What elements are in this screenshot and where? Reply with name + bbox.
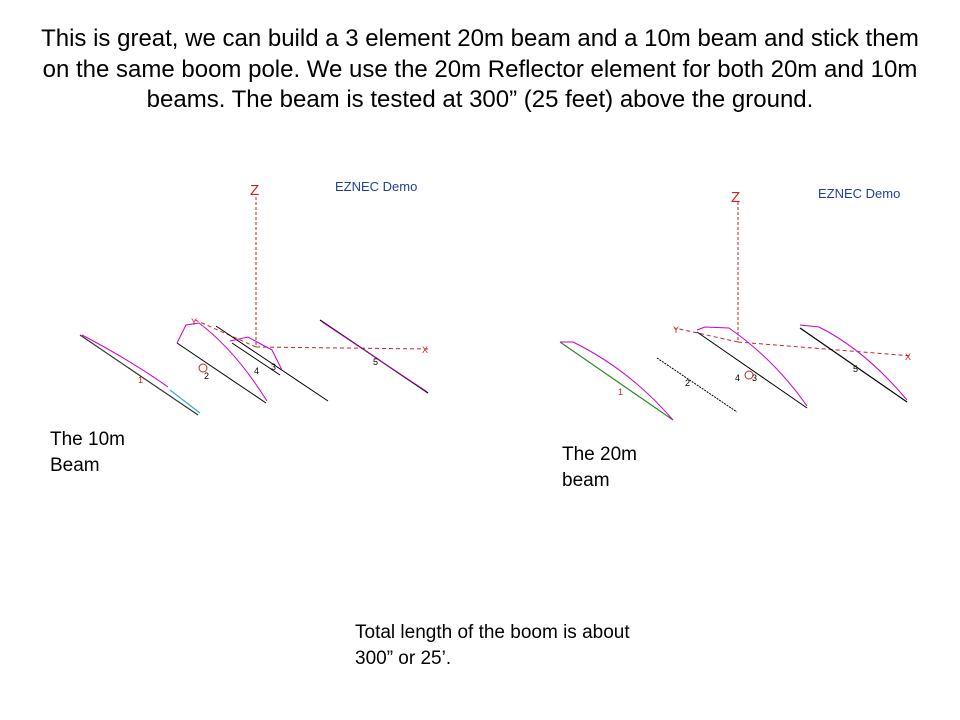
wire-number: 4	[735, 373, 741, 383]
x-axis	[256, 347, 428, 349]
wire-number: 4	[254, 366, 260, 376]
element-wire-1	[560, 342, 673, 420]
current-pattern-1	[82, 335, 168, 387]
caption-20m-beam: The 20m beam	[562, 444, 637, 491]
plot-title: EZNEC Demo	[335, 179, 418, 194]
wire-number: 3	[752, 373, 758, 383]
element-wire-1-tail	[170, 390, 200, 413]
x-axis-label: X	[905, 352, 912, 362]
z-axis-label: Z	[250, 182, 260, 199]
wire-number: 2	[685, 378, 691, 388]
caption-10m-beam: The 10m Beam	[50, 429, 125, 476]
eznec-plot-20m	[545, 170, 930, 425]
footer-note: Total length of the boom is about 300” or 25’.	[355, 622, 630, 669]
slide-heading: This is great, we can build a 3 element 20m beam and a 10m beam and stick them on the same boom pole. We use the 20m Reflector element for both 20m and 10m beams. The beam is tested at 300” (25 feet) above the ground.	[41, 25, 919, 113]
y-axis-label: Y	[673, 325, 680, 335]
z-axis-label: Z	[731, 189, 741, 206]
wire-number: 5	[373, 357, 379, 367]
element-wire-2	[657, 358, 737, 412]
wire-number: 2	[204, 371, 210, 381]
y-axis-label: Y	[191, 317, 198, 327]
plot-title: EZNEC Demo	[818, 186, 901, 201]
y-axis	[675, 328, 738, 342]
wire-number: 1	[138, 375, 144, 385]
current-pattern-2	[177, 323, 267, 401]
x-axis	[738, 342, 912, 356]
wire-number: 3	[271, 362, 277, 372]
y-axis	[193, 319, 256, 347]
element-wire-2	[177, 343, 266, 403]
current-pattern-2	[697, 327, 807, 406]
wire-number: 1	[618, 387, 624, 397]
wire-number: 5	[853, 364, 859, 374]
x-axis-label: X	[422, 345, 429, 355]
current-pattern-3	[800, 325, 907, 400]
eznec-plot-10m	[60, 165, 460, 420]
